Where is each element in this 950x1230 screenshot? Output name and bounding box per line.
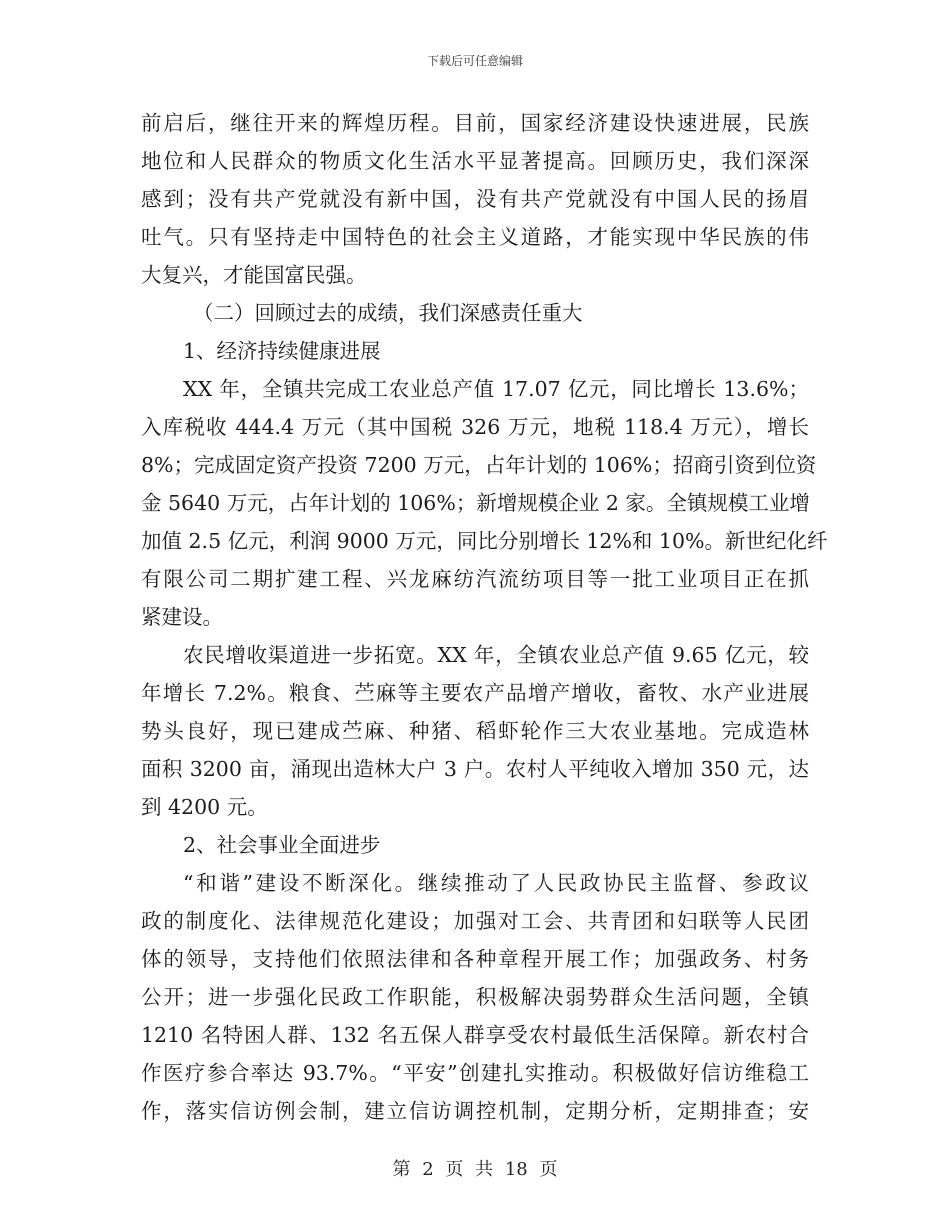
text-line: 紧建设。: [141, 605, 223, 629]
text-line: “和谐”建设不断深化。继续推动了人民政协民主监督、参政议: [183, 871, 809, 895]
text-line: 加值 2.5 亿元，利润 9000 万元，同比分别增长 12%和 10%。新世纪化纤: [141, 529, 828, 553]
text-line: 1、经济持续健康进展: [183, 339, 381, 363]
text-line: 有限公司二期扩建工程、兴龙麻纺汽流纺项目等一批工业项目正在抓: [141, 567, 809, 591]
text-line: 2、社会事业全面进步: [183, 833, 381, 857]
text-line: 年增长 7.2%。粮食、苎麻等主要农产品增产增收，畜牧、水产业进展: [141, 681, 809, 705]
text-line: 体的领导，支持他们依照法律和各种章程开展工作；加强政务、村务: [141, 947, 809, 971]
text-line: 地位和人民群众的物质文化生活水平显著提高。回顾历史，我们深深: [141, 149, 809, 173]
text-line: 农民增收渠道进一步拓宽。XX 年，全镇农业总产值 9.65 亿元，较: [183, 643, 809, 667]
text-line: 感到；没有共产党就没有新中国，没有共产党就没有中国人民的扬眉: [141, 187, 809, 211]
text-line: 面积 3200 亩，涌现出造林大户 3 户。农村人平纯收入增加 350 元，达: [141, 757, 809, 781]
text-line: 金 5640 万元，占年计划的 106%；新增规模企业 2 家。全镇规模工业增: [141, 491, 810, 515]
text-line: 势头良好，现已建成苎麻、种猪、稻虾轮作三大农业基地。完成造林: [141, 719, 809, 743]
text-line: 1210 名特困人群、132 名五保人群享受农村最低生活保障。新农村合: [141, 1023, 809, 1047]
document-body: [141, 104, 828, 1130]
text-line: 公开；进一步强化民政工作职能，积极解决弱势群众生活问题，全镇: [141, 985, 809, 1009]
page-number: 第 2 页 共 18 页: [392, 1159, 558, 1180]
text-line: 大复兴，才能国富民强。: [141, 263, 367, 287]
text-line: 到 4200 元。: [141, 795, 268, 819]
text-line: 8%；完成固定资产投资 7200 万元，占年计划的 106%；招商引资到位资: [141, 453, 817, 477]
page-header: 下载后可任意编辑: [426, 54, 523, 68]
text-line: 入库税收 444.4 万元（其中国税 326 万元，地税 118.4 万元），增长: [141, 415, 809, 439]
text-line: 作，落实信访例会制，建立信访调控机制，定期分析，定期排查；安: [141, 1099, 809, 1123]
text-line: 前启后，继往开来的辉煌历程。目前，国家经济建设快速进展，民族: [141, 111, 809, 135]
text-line: 吐气。只有坚持走中国特色的社会主义道路，才能实现中华民族的伟: [141, 225, 809, 249]
text-line: （二）回顾过去的成绩，我们深感责任重大: [193, 301, 583, 325]
text-line: XX 年，全镇共完成工农业总产值 17.07 亿元，同比增长 13.6%；: [183, 377, 809, 401]
text-line: 作医疗参合率达 93.7%。“平安”创建扎实推动。积极做好信访维稳工: [141, 1061, 809, 1085]
text-line: 政的制度化、法律规范化建设；加强对工会、共青团和妇联等人民团: [141, 909, 809, 933]
